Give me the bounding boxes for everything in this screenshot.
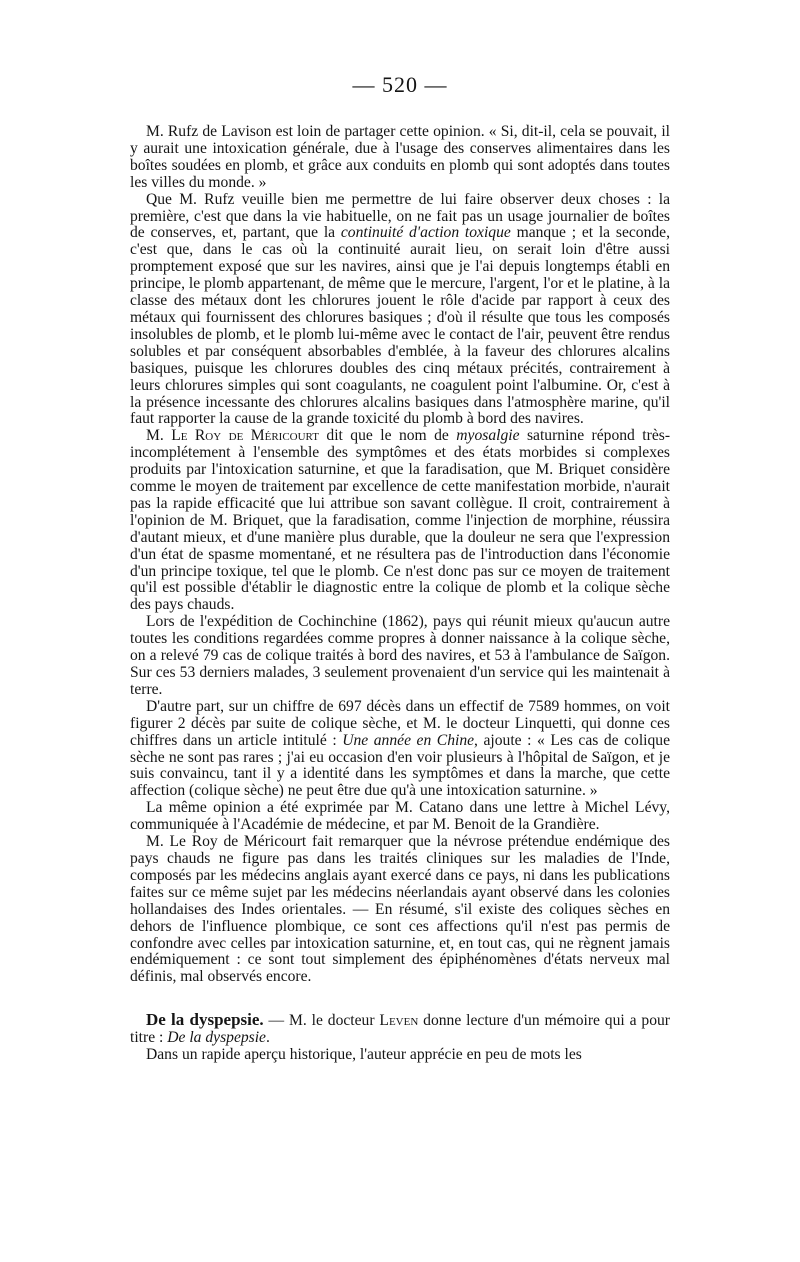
text-run: , ajoute : « Les cas de colique sèche ne sont pas rares ; j'ai eu occasion d'en voir plusieurs à l'hôpital de Saïgon, et je suis convaincu, tant il y a identité dans les symptômes et dans la marche, que cette affection (colique sèche) ne peut être due qu'à une intoxication saturnine. » — [130, 731, 671, 800]
text-run: — M. le docteur — [263, 1012, 380, 1030]
text-run: Dans un rapide aperçu historique, l'auteur apprécie en peu de mots les — [146, 1046, 582, 1064]
text-run: La même opinion a été exprimée par M. Catano dans une lettre à Michel Lévy, communiquée à l'Académie de médecine, et par M. Benoit de la Grandière. — [130, 799, 670, 834]
italic-text: myosalgie — [456, 427, 520, 445]
text-run: D'autre part, sur un chiffre de 697 décès dans un effectif de 7589 hommes, on voit figurer 2 décès par suite de colique sèche, et M. le docteur Linquetti, qui donne ces chiffres dans un article intitulé : — [130, 697, 670, 749]
italic-text: Une année en Chine — [342, 731, 475, 749]
text-run: Lors de l'expédition de Cochinchine (1862), pays qui réunit mieux qu'aucun autre toutes les conditions regardées comme propres à donner naissance à la colique sèche, on a relevé 79 cas de colique traités à bord des navires, et 53 à l'ambulance de Saïgon. Sur ces 53 derniers malades, 3 seulement provenaient d'un service qui les maintenait à terre. — [130, 613, 670, 698]
text-run: M. — [146, 427, 172, 445]
section-heading: De la dyspepsie. — [146, 1010, 264, 1030]
italic-text: continuité d'action toxique — [340, 224, 511, 242]
text-run: M. Rufz de Lavison est loin de partager cette opinion. « Si, dit-il, cela se pouvait, il y aurait une intoxication générale, due à l'usage des conserves alimentaires dans les boîtes soudées en plomb, et grâce aux conduits en plomb qui sont adoptés dans toutes les villes du monde. » — [130, 123, 670, 191]
paragraph — [130, 124, 670, 192]
text-run: saturnine répond très-incomplétement à l'ensemble des symptômes et des états morbides si complexes produits par l'intoxication saturnine, et que la faradisation, que M. Briquet considère comme le moyen de traitement par excellence de cette manifestation morbide, n'aurait pas la rapide efficacité que lui attribue son savant collègue. Il croit, contrairement à l'opinion de M. Briquet, que la faradisation, comme l'injection de morphine, réussira d'autant mieux, et d'une manière plus durable, que la douleur ne sera que l'expression d'un état de spasme momentané, et ne résultera pas de l'introduction dans l'économie d'un principe toxique, tel que le plomb. Ce n'est donc pas sur ce moyen de traitement qu'il est possible d'établir le diagnostic entre la colique de plomb et la colique sèche des pays chauds. — [130, 427, 671, 614]
text-run: manque ; et la seconde, c'est que, dans le cas où la continuité aurait lieu, on serait loin d'être aussi promptement exposé que sur les navires, ainsi que je l'ai depuis longtemps établi en principe, le plomb appartenant, de même que le mercure, l'argent, l'or et le platine, à la classe des métaux dont les chlorures jouent le rôle d'acide par rapport à ceux des métaux qui fournissent des chlorures basiques ; d'où il résulte que tous les composés insolubles de plomb, et le plomb lui-même avec le contact de l'air, peuvent être rendus solubles et par conséquent absorbables d'emblée, à la faveur des chlorures alcalins basiques, puisque les chlorures doubles des cinq métaux précités, contrairement à leurs chlorures simples qui sont coagulants, ne coagulent point l'albumine. Or, c'est à la présence incessante des chlorures alcalins basiques dans l'atmosphère marine, qu'il faut rapporter la cause de la grande toxicité du plomb à bord des navires. — [130, 224, 670, 428]
paragraph — [130, 1047, 670, 1064]
paragraph — [130, 834, 670, 986]
text-run: M. Le Roy de Méricourt fait remarquer que la névrose prétendue endémique des pays chauds ne figure pas dans les traités cliniques sur les maladies de l'Inde, composés par les médecins anglais ayant exercé dans ce pays, ni dans les publications faites sur ce même sujet par les médecins néerlandais ayant observé dans les colonies hollandaises des Indes orientales. — En résumé, s'il existe des coliques sèches en dehors de l'influence plombique, ce sont ces affections qu'il n'est pas permis de confondre avec celles par intoxication saturnine, et, en tout cas, qui ne règnent jamais endémiquement : ce sont tout simplement des épiphénomènes d'états nerveux mal définis, mal observés encore. — [130, 833, 670, 986]
page-number: — 520 — — [352, 72, 448, 97]
text-run: donne lecture d'un mémoire qui a pour titre : — [130, 1012, 670, 1047]
text-run: dit que le nom de — [318, 427, 457, 445]
paragraph — [130, 699, 670, 800]
text-run: Que M. Rufz veuille bien me permettre de lui faire observer deux choses : la première, c'est que dans la vie habituelle, on ne fait pas un usage journalier de boîtes de conserves, et, partant, que la — [130, 190, 670, 242]
paragraph — [130, 1012, 670, 1047]
page-body — [130, 124, 670, 1064]
paragraph — [130, 800, 670, 834]
name-smallcaps: Le Roy de Méricourt — [171, 427, 319, 445]
paragraph — [130, 614, 670, 699]
italic-text: De la dyspepsie — [167, 1029, 266, 1047]
name-smallcaps: Leven — [379, 1012, 419, 1030]
paragraph — [130, 428, 670, 614]
paragraph — [130, 192, 670, 429]
text-run: . — [265, 1029, 270, 1047]
